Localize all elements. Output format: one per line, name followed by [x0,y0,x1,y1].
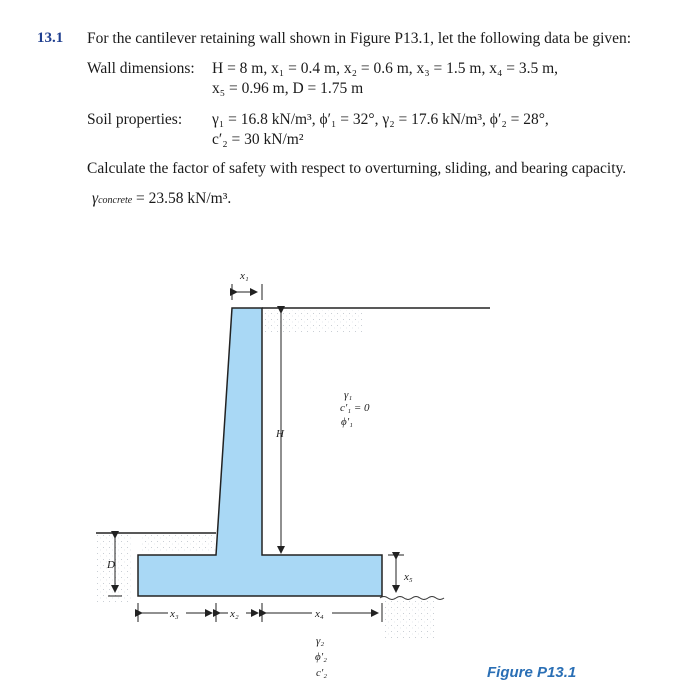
c1-label: c′₁ = 0 [340,402,370,414]
gamma1-label: γ₁ [344,389,353,401]
c2-label: c′₂ [316,667,328,679]
phi2-label: ϕ′₂ [315,651,327,663]
gamma2-label: γ₂ [316,635,325,647]
H-label: H [276,428,284,440]
problem-statement: For the cantilever retaining wall shown in Figure P13.1, let the following data be given: [87,30,632,47]
soil-properties-label: Soil properties: [87,111,183,128]
gamma-symbol: γ [92,190,99,207]
figure-caption: Figure P13.1 [487,664,577,681]
wall-dimensions-line1: H = 8 m, x₁ = 0.4 m, x₂ = 0.6 m, x₃ = 1.5 m, x₄ = 3.5 m, [212,60,559,77]
x5-label: x₅ [404,571,413,583]
foundation-soil-texture-right [384,596,436,638]
task-statement: Calculate the factor of safety with respect to overturning, sliding, and bearing capacity. [87,160,627,177]
soil-properties-line2: c′₂ = 30 kN/m² [212,131,304,148]
problem-number: 13.1 [37,30,64,46]
gamma-subscript: concrete [98,195,133,206]
x4-label: x₄ [315,608,324,620]
x1-label: x₁ [240,270,249,282]
soil-properties-line1: γ₁ = 16.8 kN/m³, ϕ′₁ = 32°, γ₂ = 17.6 kN/m³, ϕ′₂ = 28°, [212,111,549,128]
x3-label: x₃ [170,608,179,620]
front-soil-texture [140,533,216,553]
D-label: D [107,559,115,571]
gamma-value: = 23.58 kN/m³. [136,190,232,207]
phi1-label: ϕ′₁ [341,416,353,428]
wall-dimensions-line2: x₅ = 0.96 m, D = 1.75 m [212,80,364,97]
x2-label: x₂ [230,608,239,620]
wall-dimensions-label: Wall dimensions: [87,60,195,77]
backfill-texture-top [262,310,362,332]
